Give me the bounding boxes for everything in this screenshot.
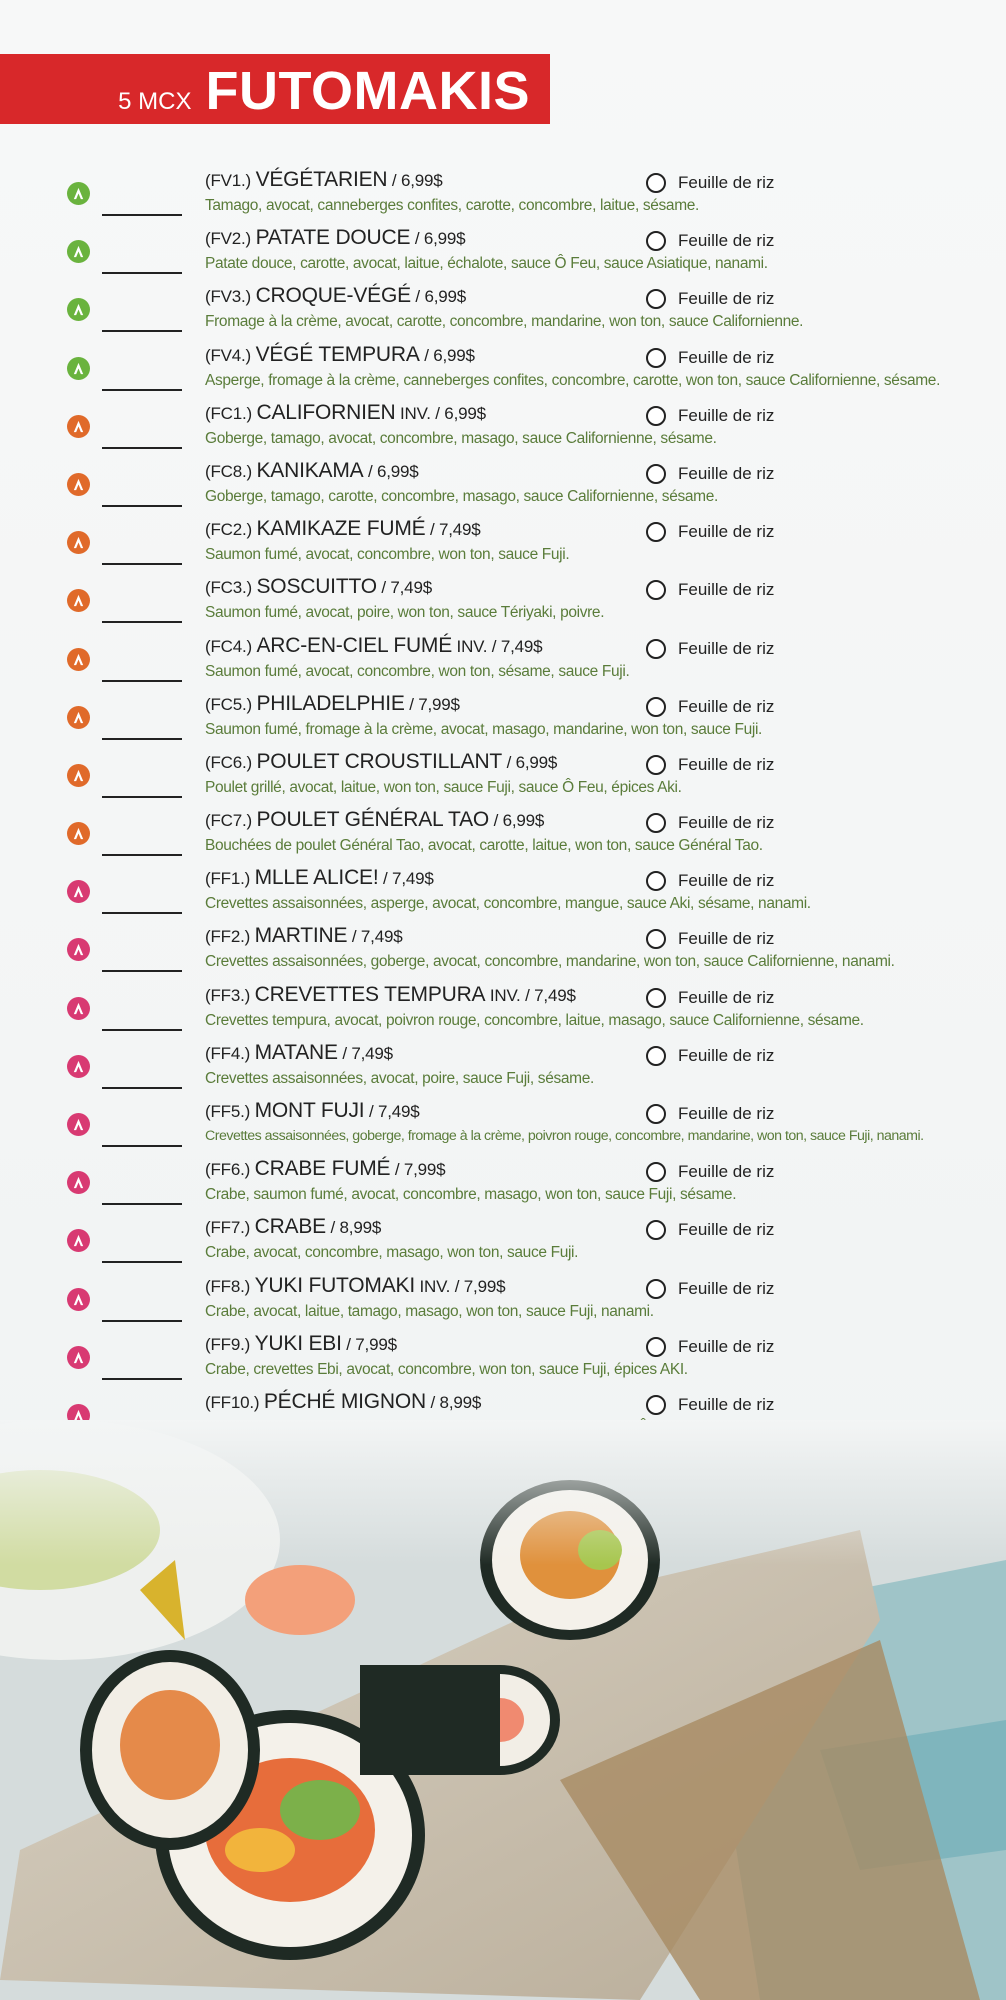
sushi-photo <box>0 1420 1006 2000</box>
item-name: KAMIKAZE FUMÉ <box>256 517 426 541</box>
item-name: YUKI FUTOMAKI <box>254 1273 415 1297</box>
item-price: / 6,99$ <box>424 345 475 365</box>
item-name: SOSCUITTO <box>256 575 377 599</box>
menu-item <box>0 343 1006 401</box>
quantity-field[interactable] <box>102 1087 182 1089</box>
rice-paper-radio[interactable] <box>646 464 666 484</box>
item-heading <box>205 459 419 483</box>
rice-paper-label: Feuille de riz <box>678 1104 775 1123</box>
item-code: (FF3.) <box>205 985 251 1005</box>
item-code: (FF5.) <box>205 1102 251 1121</box>
rice-paper-radio[interactable] <box>646 755 666 775</box>
rice-paper-label: Feuille de riz <box>678 1220 775 1240</box>
rice-paper-radio[interactable] <box>646 813 666 833</box>
item-code: (FV3.) <box>205 287 252 307</box>
quantity-field[interactable] <box>102 912 182 914</box>
category-icon <box>67 1288 90 1311</box>
rice-paper-radio[interactable] <box>646 1279 666 1299</box>
category-icon <box>67 648 90 671</box>
item-description: Crevettes tempura, avocat, poivron rouge, concombre, laitue, masago, sauce Californienne, sésame. <box>205 1011 864 1029</box>
item-code: (FV2.) <box>205 229 252 249</box>
banner-count: 5 MCX <box>118 88 192 115</box>
rice-paper-label: Feuille de riz <box>678 405 775 425</box>
rice-paper-label: Feuille de riz <box>678 463 775 483</box>
menu-item <box>0 1274 1006 1332</box>
rice-paper-radio[interactable] <box>646 988 666 1008</box>
item-heading <box>205 1215 381 1239</box>
item-description: Crevettes assaisonnées, goberge, fromage à la crème, poivron rouge, concombre, mandarine, won ton, sauce Fuji, nanami. <box>205 1128 924 1144</box>
item-heading <box>205 983 576 1007</box>
rice-paper-label: Feuille de riz <box>678 1045 775 1065</box>
item-name: CREVETTES TEMPURA <box>254 982 486 1006</box>
rice-paper-radio[interactable] <box>646 1220 666 1240</box>
item-heading <box>205 226 465 250</box>
item-code: (FC6.) <box>205 752 252 772</box>
rice-paper-label: Feuille de riz <box>678 1162 775 1182</box>
menu-item <box>0 575 1006 633</box>
item-description: Poulet grillé, avocat, laitue, won ton, sauce Fuji, sauce Ô Feu, épices Aki. <box>205 778 682 796</box>
item-description: Crevettes assaisonnées, asperge, avocat, concombre, mangue, sauce Aki, sésame, nanami. <box>205 895 811 913</box>
item-description: Asperge, fromage à la crème, canneberges confites, concombre, carotte, won ton, sauce Californienne, sésame. <box>205 371 941 389</box>
item-name: MATANE <box>254 1040 338 1064</box>
rice-paper-option[interactable] <box>646 1395 774 1415</box>
item-price: / 7,49$ <box>525 985 576 1005</box>
rice-paper-option[interactable] <box>646 988 774 1008</box>
item-name: VÉGÉTARIEN <box>255 168 388 191</box>
category-icon <box>67 240 90 263</box>
quantity-field[interactable] <box>102 214 182 216</box>
item-price: / 7,49$ <box>342 1043 393 1063</box>
item-heading <box>205 1157 445 1181</box>
rice-paper-radio[interactable] <box>646 697 666 717</box>
item-heading <box>205 924 402 948</box>
rice-paper-option[interactable] <box>646 580 774 600</box>
item-price: / 7,49$ <box>381 578 432 598</box>
rice-paper-label: Feuille de riz <box>678 173 775 192</box>
rice-paper-radio[interactable] <box>646 173 666 193</box>
item-name: PÉCHÉ MIGNON <box>263 1389 426 1413</box>
item-name: YUKI EBI <box>254 1331 342 1355</box>
item-code: (FV1.) <box>205 171 252 190</box>
item-code: (FF6.) <box>205 1160 251 1180</box>
item-heading <box>205 634 542 658</box>
menu-item <box>0 866 1006 924</box>
menu-item <box>0 459 1006 517</box>
quantity-field[interactable] <box>102 738 182 740</box>
category-icon <box>67 764 90 787</box>
quantity-field[interactable] <box>102 796 182 798</box>
item-heading <box>205 168 443 192</box>
menu-item <box>0 1332 1006 1390</box>
item-name: CRABE FUMÉ <box>254 1157 391 1181</box>
quantity-field[interactable] <box>102 1261 182 1263</box>
rice-paper-label: Feuille de riz <box>678 987 775 1007</box>
category-icon <box>67 182 90 205</box>
rice-paper-label: Feuille de riz <box>678 1394 775 1414</box>
menu-item <box>0 401 1006 459</box>
item-name: MONT FUJI <box>254 1099 365 1122</box>
item-description: Fromage à la crème, avocat, carotte, concombre, mandarine, won ton, sauce Californienne. <box>205 313 804 331</box>
menu-item <box>0 1099 1006 1157</box>
rice-paper-radio[interactable] <box>646 522 666 542</box>
category-icon <box>67 531 90 554</box>
quantity-field[interactable] <box>102 854 182 856</box>
category-icon <box>67 880 90 903</box>
rice-paper-radio[interactable] <box>646 871 666 891</box>
quantity-field[interactable] <box>102 1203 182 1205</box>
item-code: (FC8.) <box>205 461 252 481</box>
menu-item <box>0 284 1006 342</box>
quantity-field[interactable] <box>102 505 182 507</box>
item-code: (FC4.) <box>205 636 252 656</box>
category-icon <box>67 415 90 438</box>
item-price: / 7,49$ <box>429 520 481 540</box>
item-price: / 7,99$ <box>454 1276 506 1296</box>
item-name: PATATE DOUCE <box>255 226 411 250</box>
rice-paper-radio[interactable] <box>646 348 666 368</box>
item-name: VÉGÉ TEMPURA <box>255 342 420 366</box>
item-price: / 8,99$ <box>430 1392 482 1412</box>
rice-paper-option[interactable] <box>646 697 774 717</box>
quantity-field[interactable] <box>102 563 182 565</box>
item-code: (FC2.) <box>205 520 252 540</box>
category-icon <box>67 706 90 729</box>
rice-paper-label: Feuille de riz <box>678 1278 775 1298</box>
item-price: / 8,99$ <box>330 1218 382 1238</box>
rice-paper-option[interactable] <box>646 871 774 891</box>
item-price: / 6,99$ <box>493 811 545 831</box>
category-icon <box>67 1171 90 1194</box>
item-price: / 7,49$ <box>491 636 543 656</box>
rice-paper-option[interactable] <box>646 231 774 251</box>
menu-item <box>0 634 1006 692</box>
item-code: (FF9.) <box>205 1334 251 1354</box>
rice-paper-radio[interactable] <box>646 289 666 309</box>
section-banner <box>0 54 550 124</box>
item-description: Saumon fumé, fromage à la crème, avocat, masago, mandarine, won ton, sauce Fuji. <box>205 720 762 738</box>
rice-paper-radio[interactable] <box>646 1395 666 1415</box>
item-heading <box>205 1274 505 1298</box>
rice-paper-radio[interactable] <box>646 406 666 426</box>
item-code: (FC7.) <box>205 811 252 831</box>
category-icon <box>67 1055 90 1078</box>
item-suffix: INV. <box>485 985 521 1005</box>
item-heading <box>205 750 557 774</box>
rice-paper-label: Feuille de riz <box>678 754 775 774</box>
rice-paper-option[interactable] <box>646 1220 774 1240</box>
item-description: Saumon fumé, avocat, poire, won ton, sauce Tériyaki, poivre. <box>205 604 605 622</box>
rice-paper-option[interactable] <box>646 522 774 542</box>
menu-item <box>0 517 1006 575</box>
quantity-field[interactable] <box>102 1029 182 1031</box>
category-icon <box>67 1113 90 1136</box>
item-name: KANIKAMA <box>256 458 364 482</box>
rice-paper-label: Feuille de riz <box>678 696 775 716</box>
item-code: (FF7.) <box>205 1218 251 1238</box>
menu-item <box>0 1215 1006 1273</box>
rice-paper-option[interactable] <box>646 289 774 309</box>
quantity-field[interactable] <box>102 970 182 972</box>
rice-paper-option[interactable] <box>646 1279 774 1299</box>
quantity-field[interactable] <box>102 389 182 391</box>
item-name: CROQUE-VÉGÉ <box>255 284 411 308</box>
category-icon <box>67 589 90 612</box>
rice-paper-option[interactable] <box>646 1337 774 1357</box>
rice-paper-option[interactable] <box>646 1046 774 1066</box>
item-code: (FF8.) <box>205 1276 251 1296</box>
item-description: Patate douce, carotte, avocat, laitue, échalote, sauce Ô Feu, sauce Asiatique, nanami. <box>205 255 768 273</box>
item-name: POULET CROUSTILLANT <box>256 749 503 773</box>
category-icon <box>67 473 90 496</box>
rice-paper-label: Feuille de riz <box>678 813 775 833</box>
item-description: Crevettes assaisonnées, avocat, poire, sauce Fuji, sésame. <box>205 1069 594 1087</box>
rice-paper-radio[interactable] <box>646 1337 666 1357</box>
item-description: Bouchées de poulet Général Tao, avocat, carotte, laitue, won ton, sauce Général Tao. <box>205 837 763 855</box>
item-description: Crabe, avocat, laitue, tamago, masago, won ton, sauce Fuji, nanami. <box>205 1302 654 1320</box>
rice-paper-label: Feuille de riz <box>678 347 775 367</box>
rice-paper-radio[interactable] <box>646 231 666 251</box>
item-heading <box>205 1332 397 1356</box>
item-price: / 6,99$ <box>414 229 466 249</box>
item-description: Goberge, tamago, avocat, concombre, masago, sauce Californienne, sésame. <box>205 429 717 447</box>
menu-list <box>0 168 1006 1448</box>
quantity-field[interactable] <box>102 1145 182 1147</box>
item-price: / 7,99$ <box>409 694 460 714</box>
rice-paper-label: Feuille de riz <box>678 231 775 251</box>
item-heading <box>205 1099 420 1123</box>
rice-paper-label: Feuille de riz <box>678 638 775 658</box>
menu-item <box>0 750 1006 808</box>
banner-title: FUTOMAKIS <box>205 61 530 121</box>
item-name: CALIFORNIEN <box>256 400 396 424</box>
item-price: / 6,99$ <box>391 171 443 190</box>
quantity-field[interactable] <box>102 680 182 682</box>
item-name: MARTINE <box>254 924 348 948</box>
item-price: / 7,99$ <box>394 1160 446 1180</box>
item-heading <box>205 1390 481 1414</box>
item-heading <box>205 517 481 541</box>
menu-item <box>0 226 1006 284</box>
rice-paper-option[interactable] <box>646 173 774 193</box>
menu-item <box>0 924 1006 982</box>
rice-paper-radio[interactable] <box>646 929 666 949</box>
menu-item <box>0 168 1006 226</box>
rice-paper-radio[interactable] <box>646 1162 666 1182</box>
item-code: (FF4.) <box>205 1043 251 1063</box>
rice-paper-label: Feuille de riz <box>678 871 775 891</box>
item-name: PHILADELPHIE <box>256 691 405 715</box>
item-heading <box>205 1041 393 1065</box>
category-icon <box>67 997 90 1020</box>
category-icon <box>67 1346 90 1369</box>
item-price: / 6,99$ <box>435 403 486 423</box>
item-code: (FF10.) <box>205 1392 260 1412</box>
item-description: Saumon fumé, avocat, concombre, won ton, sésame, sauce Fuji. <box>205 662 630 680</box>
item-name: CRABE <box>254 1215 326 1239</box>
item-suffix: INV. <box>395 403 431 423</box>
menu-item <box>0 808 1006 866</box>
quantity-field[interactable] <box>102 1378 182 1380</box>
rice-paper-option[interactable] <box>646 348 774 368</box>
category-icon <box>67 357 90 380</box>
item-description: Crabe, crevettes Ebi, avocat, concombre, won ton, sauce Fuji, épices AKI. <box>205 1360 688 1378</box>
menu-item <box>0 983 1006 1041</box>
category-icon <box>67 298 90 321</box>
rice-paper-option[interactable] <box>646 755 774 775</box>
item-price: / 7,99$ <box>346 1334 397 1354</box>
item-description: Goberge, tamago, carotte, concombre, masago, sauce Californienne, sésame. <box>205 487 718 505</box>
item-heading <box>205 401 486 425</box>
rice-paper-label: Feuille de riz <box>678 289 775 309</box>
rice-paper-label: Feuille de riz <box>678 929 775 949</box>
item-price: / 7,49$ <box>368 1102 420 1121</box>
menu-item <box>0 692 1006 750</box>
item-price: / 6,99$ <box>367 461 419 481</box>
rice-paper-option[interactable] <box>646 1104 774 1124</box>
menu-item <box>0 1041 1006 1099</box>
item-price: / 7,49$ <box>351 927 403 947</box>
menu-item <box>0 1157 1006 1215</box>
category-icon <box>67 1229 90 1252</box>
rice-paper-option[interactable] <box>646 813 774 833</box>
item-name: ARC-EN-CIEL FUMÉ <box>256 633 453 657</box>
rice-paper-label: Feuille de riz <box>678 1336 775 1356</box>
rice-paper-label: Feuille de riz <box>678 522 775 542</box>
item-code: (FF2.) <box>205 927 251 947</box>
rice-paper-option[interactable] <box>646 929 774 949</box>
rice-paper-option[interactable] <box>646 1162 774 1182</box>
item-description: Crabe, avocat, concombre, masago, won ton, sauce Fuji. <box>205 1244 579 1262</box>
item-name: POULET GÉNÉRAL TAO <box>256 808 490 832</box>
quantity-field[interactable] <box>102 1320 182 1322</box>
item-description: Crabe, saumon fumé, avocat, concombre, masago, won ton, sauce Fuji, sésame. <box>205 1186 737 1204</box>
item-code: (FC5.) <box>205 694 252 714</box>
item-heading <box>205 808 544 832</box>
item-suffix: INV. <box>452 636 488 656</box>
quantity-field[interactable] <box>102 272 182 274</box>
category-icon <box>67 822 90 845</box>
item-heading <box>205 284 466 308</box>
rice-paper-radio[interactable] <box>646 1046 666 1066</box>
item-description: Tamago, avocat, canneberges confites, carotte, concombre, laitue, sésame. <box>205 197 699 214</box>
quantity-field[interactable] <box>102 447 182 449</box>
item-suffix: INV. <box>414 1276 451 1296</box>
item-code: (FC1.) <box>205 403 252 423</box>
item-description: Crevettes assaisonnées, goberge, avocat, concombre, mandarine, won ton, sauce Californienne, nanami. <box>205 953 895 971</box>
item-name: MLLE ALICE! <box>254 866 379 890</box>
rice-paper-radio[interactable] <box>646 1104 666 1124</box>
item-code: (FC3.) <box>205 578 252 598</box>
item-heading <box>205 866 434 890</box>
item-heading <box>205 343 475 367</box>
item-heading <box>205 575 432 599</box>
rice-paper-radio[interactable] <box>646 580 666 600</box>
rice-paper-label: Feuille de riz <box>678 580 775 600</box>
item-code: (FV4.) <box>205 345 252 365</box>
item-price: / 6,99$ <box>415 287 467 307</box>
item-description: Saumon fumé, avocat, concombre, won ton, sauce Fuji. <box>205 546 570 564</box>
item-price: / 6,99$ <box>506 752 558 772</box>
item-price: / 7,49$ <box>383 869 434 889</box>
rice-paper-option[interactable] <box>646 464 774 484</box>
rice-paper-radio[interactable] <box>646 639 666 659</box>
rice-paper-option[interactable] <box>646 639 774 659</box>
item-heading <box>205 692 460 716</box>
item-code: (FF1.) <box>205 869 251 889</box>
rice-paper-option[interactable] <box>646 406 774 426</box>
quantity-field[interactable] <box>102 621 182 623</box>
category-icon <box>67 938 90 961</box>
quantity-field[interactable] <box>102 330 182 332</box>
